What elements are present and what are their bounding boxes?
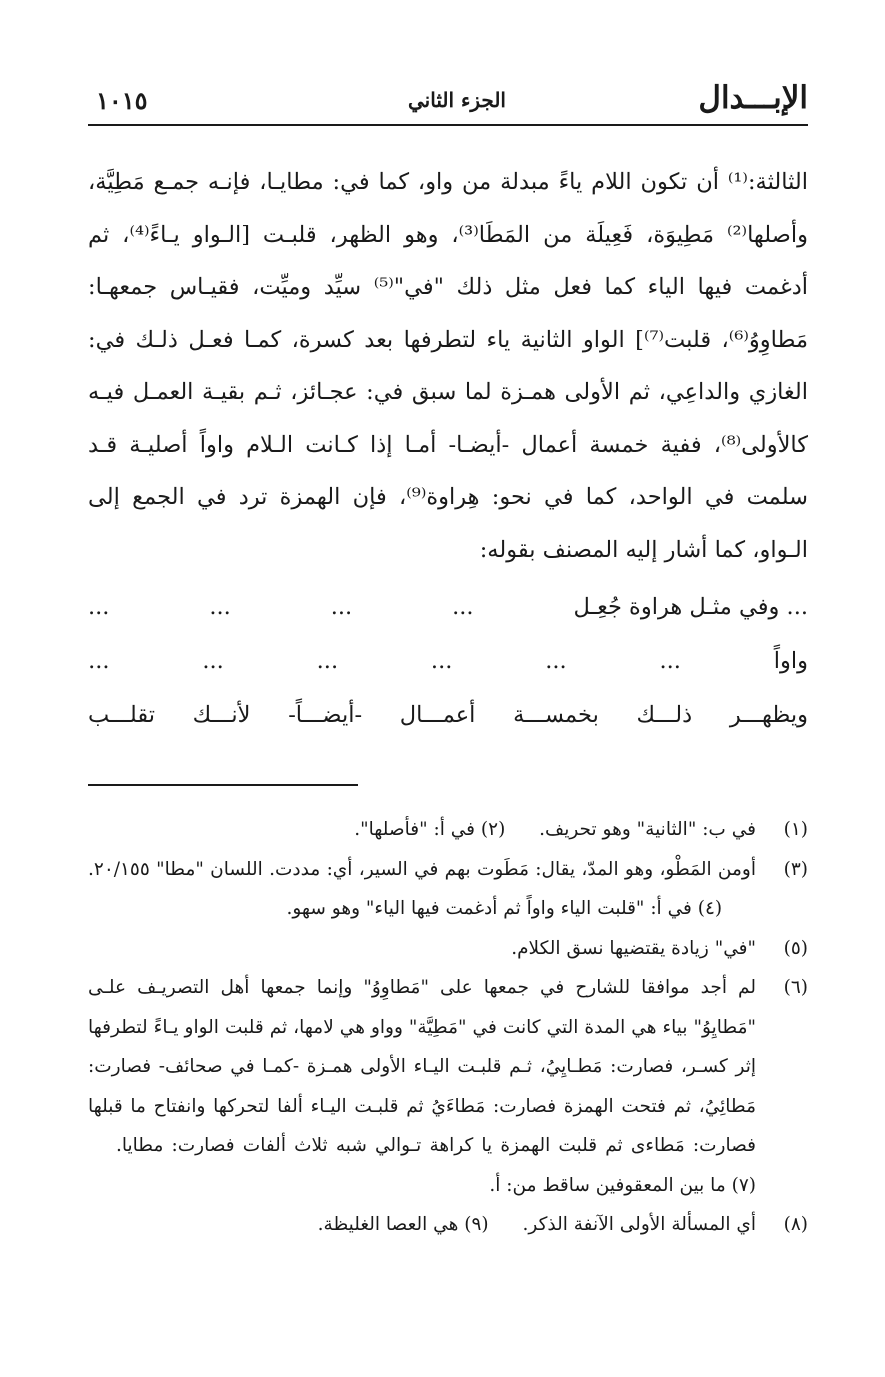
page-number: ١٠١٥ [96,86,148,115]
footnote-text: في أ: "قلبت الياء واواً ثم أدغمت فيها الياء" وهو سهو. [286,898,692,919]
footnote-number: (٨) [783,1214,808,1235]
verse-line-2 [88,634,808,688]
footnote-number: (٦) [783,977,808,998]
footnote [88,810,808,850]
footnote-text: هي العصا الغليظة. [317,1214,459,1235]
verse-segment: ... [545,648,567,674]
verse-segment: ... [430,648,453,674]
book-page [88,62,808,1352]
chapter-title: الإبـــدال [698,80,808,116]
verse-segment: ... [316,648,339,674]
verse-line-1 [88,580,808,634]
footnote [88,929,808,969]
footnote [88,850,808,929]
verse-segment: ... [659,648,681,674]
footnote-number: (٩) [464,1214,489,1235]
verse-segment: ... [452,594,474,620]
verse-block [88,580,808,742]
footnote-number: (٢) [480,819,506,840]
footnote-text: أومن المَطْو، وهو المدّ، يقال: مَطَوت بهم في السير، أي: مددت. اللسان "مطا" ٢٠/١٥٥. [88,858,756,880]
footnote-text: أي المسألة الأولى الآنفة الذكر. [522,1214,756,1235]
verse-segment: واواً [773,648,808,674]
verse-line-3-text: ويظهـــر ذلـــك بخمســـة أعمـــال -أيضـــاً- لأنـــك تقلـــب [88,702,808,728]
verse-segment: ... [202,648,224,674]
part-label: الجزء الثاني [408,88,506,112]
footnote-number: (٣) [783,858,808,880]
running-header [88,62,808,126]
verse-segment: ... [330,594,353,620]
verse-line-3 [88,688,808,742]
verse-segment: ... [209,594,231,620]
footnote-text: "في" زيادة يقتضيها نسق الكلام. [511,937,756,959]
footnote-number: (٧) [731,1174,756,1196]
footnotes [88,810,808,1245]
verse-segment: ... [88,594,110,620]
footnote-number: (١) [783,819,808,840]
footnote-number: (٥) [783,937,808,959]
verse-segment: ... [88,648,110,674]
footnote-text: في ب: "الثانية" وهو تحريف. [539,819,756,840]
verse-segment: ... وفي مثـل هراوة جُعِـل [573,594,808,620]
main-text [88,156,808,576]
main-paragraph: الثالثة:⁽¹⁾ أن تكون اللام ياءً مبدلة من واو، كما في: مطايـا، فإنـه جمـع مَطِيَّة، وأصلها⁽²⁾ مَطِيوَة، فَعِيلَة من المَطَا⁽³⁾، وهو الظهر، قلبـت [الـواو يـاءً⁽⁴⁾، ثم أدغمت فيها الياء كما فعل مثل ذلك "في"⁽⁵⁾ سيِّد وميِّت، فقيـاس جمعهـا: مَطاوِوُ⁽⁶⁾، قلبت⁽⁷⁾] الواو الثانية ياء لتطرفها بعد كسرة، كمـا فعـل ذلـك في: الغازي والداعِي، ثم الأولى همـزة لما سبق في: عجـائز، ثـم بقيـة العمـل فيـه كالأولى⁽⁸⁾، ففية خمسة أعمال -أيضـا- أمـا إذا كـانت الـلام واواً أصليـة قـد سلمت في الواحد، كما في نحو: هِراوة⁽⁹⁾، فإن الهمزة ترد في الجمع إلى الـواو، كما أشار إليه المصنف بقوله: [88,169,808,563]
footnote [88,968,808,1205]
footnote-text: لم أجد موافقا للشارح في جمعها على "مَطاوِوُ" وإنما جمعها أهل التصريـف علـى "مَطايِوُ" بياء هي المدة التي كانت في "مَطِيَّة" وواو هي لامها، ثم قلبت الواو يـاءً لتطرفها إثر كسـر، فصارت: مَطـايِيُ، ثـم قلبـت اليـاء الأولى همـزة -كمـا في صحائف- فصارت: مَطائِيُ، ثم فتحت الهمزة فصارت: مَطاءَيُ ثم قلبـت اليـاء ألفا لتحركها وانفتاح ما قبلها فصارت: مَطاءى ثم قلبت الهمزة يا كراهة تـوالي شبه ثلاث ألفات فصارت: مطايا. [88,977,756,1156]
footnote-text: في أ: "فأصلها". [354,819,476,840]
footnote-separator [88,784,358,786]
footnote [88,1205,808,1245]
footnote-text: ما بين المعقوفين ساقط من: أ. [489,1174,726,1196]
footnote-number: (٤) [697,898,723,919]
